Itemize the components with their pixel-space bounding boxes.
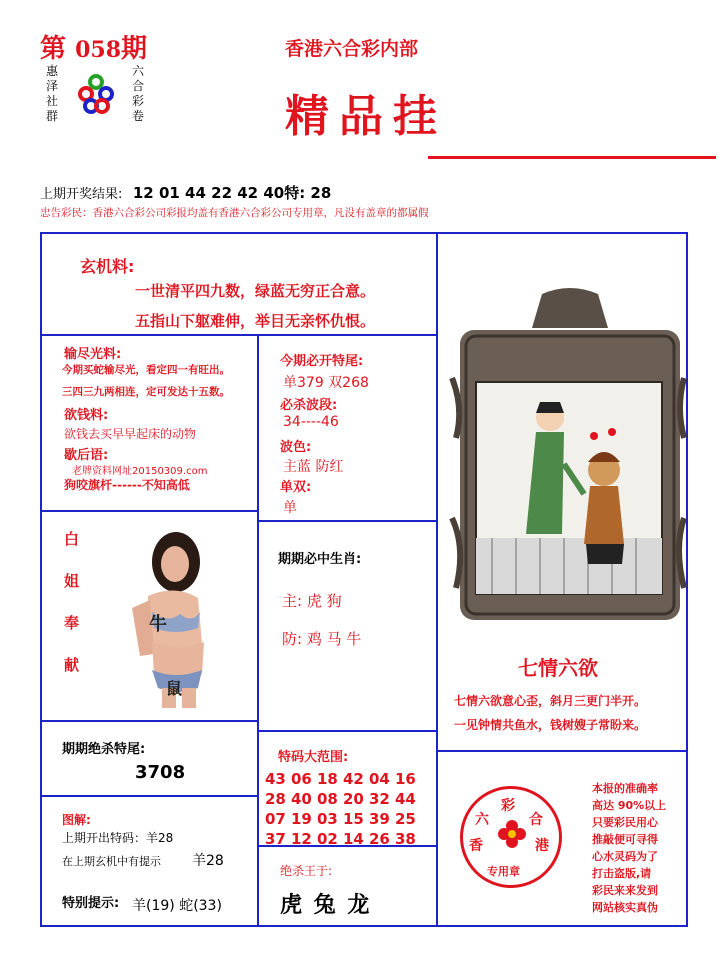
- wave-color-label: 波色:: [280, 440, 312, 455]
- issue-suffix: 期: [121, 34, 148, 64]
- tail-value: 3708: [135, 762, 186, 783]
- divider-xuanji: [40, 334, 438, 336]
- issue-number: 058: [75, 37, 122, 63]
- notice-line: 高达 90%以上: [592, 799, 667, 812]
- title-underline: [428, 156, 716, 159]
- diagram-line-1: 上期开出特码：羊28: [62, 831, 174, 845]
- lottery-logo: [78, 74, 114, 114]
- money-label: 欲钱料:: [64, 408, 109, 423]
- must-tail-value: 单379 双268: [283, 375, 369, 391]
- special-tip-value: 羊(19) 蛇(33): [132, 898, 222, 914]
- divider-center-1: [257, 520, 438, 522]
- range-cell: 12: [291, 830, 312, 848]
- wave-color-value: 主蓝 防红: [283, 459, 344, 475]
- range-row-3: [265, 809, 415, 829]
- notice-line: 心水灵码为了: [592, 850, 658, 863]
- kill-band-label: 必杀波段:: [280, 398, 338, 413]
- range-cell: 02: [317, 830, 338, 848]
- xuanji-label: 玄机料:: [80, 257, 135, 276]
- overlay-ox: 牛: [149, 614, 167, 635]
- odd-even-value: 单: [283, 500, 297, 516]
- emotion-line-1: 七情六欲意心歪，斜月三更门半开。: [454, 694, 647, 708]
- saying-line: 狗咬旗杆------不知高低: [64, 478, 190, 492]
- range-cell: 06: [291, 770, 312, 788]
- bai-char-4: 献: [64, 656, 80, 674]
- king-label: 绝杀王于:: [280, 864, 333, 878]
- last-result-label: 上期开奖结果:: [40, 187, 123, 202]
- bai-char-1: 白: [64, 530, 80, 548]
- overlay-rat: 鼠: [166, 679, 183, 698]
- last-result-numbers: 12 01 44 22 42 40特: 28: [132, 184, 332, 202]
- emotion-line-2: 一见钟情共鱼水，钱树嫂子常盼来。: [454, 718, 647, 732]
- range-row-1: [265, 769, 415, 789]
- saying-label: 歇后语:: [64, 448, 109, 463]
- issue-label: [40, 28, 147, 65]
- range-row-2: [265, 789, 415, 809]
- accuracy-notice: [592, 780, 666, 916]
- divider-center-2: [257, 730, 438, 732]
- website-line: 老牌资料网址20150309.com: [72, 466, 208, 477]
- divider-right-column: [436, 232, 438, 927]
- notice-line: 推敲便可寻得: [592, 833, 658, 846]
- king-value: 虎 兔 龙: [280, 893, 372, 918]
- seal-char-3: 港: [535, 838, 549, 854]
- range-cell: 37: [265, 830, 286, 848]
- range-cell: 42: [343, 770, 364, 788]
- tail-label: 期期绝杀特尾:: [62, 742, 146, 757]
- divider-left-2: [40, 720, 258, 722]
- notice-line: 本报的准确率: [592, 782, 658, 795]
- divider-center-column: [257, 334, 259, 927]
- range-cell: 40: [291, 790, 312, 808]
- notice-line: 彩民来来发到: [592, 884, 658, 897]
- seal-char-2: 合: [529, 812, 543, 828]
- range-cell: 07: [265, 810, 286, 828]
- diagram-line-2-value: 羊28: [192, 853, 224, 869]
- zodiac-guard: 防: 鸡 马 牛: [282, 630, 362, 648]
- range-label: 特码大范围:: [278, 750, 349, 765]
- seal-flower-icon: [497, 819, 527, 849]
- range-cell: 44: [395, 790, 416, 808]
- range-grid: [265, 769, 415, 849]
- special-tip-label: 特别提示:: [62, 896, 120, 911]
- seal-char-4: 专用章: [487, 865, 520, 878]
- loss-label: 输尽光料:: [64, 347, 122, 362]
- money-line: 欲钱去买早早起床的动物: [64, 427, 197, 441]
- range-cell: 38: [395, 830, 416, 848]
- range-cell: 04: [369, 770, 390, 788]
- range-cell: 16: [395, 770, 416, 788]
- seal-char-1: 彩: [501, 798, 515, 814]
- range-cell: 28: [265, 790, 286, 808]
- official-seal: [460, 786, 562, 888]
- seal-char-5: 香: [469, 838, 483, 854]
- must-tail-label: 今期必开特尾:: [280, 354, 364, 369]
- range-cell: 20: [343, 790, 364, 808]
- divider-left-1: [40, 510, 258, 512]
- range-cell: 26: [369, 830, 390, 848]
- header-left-vertical: 惠泽社群: [46, 64, 59, 123]
- range-row-4: [265, 829, 415, 849]
- bai-char-2: 姐: [64, 572, 80, 590]
- diagram-line-2: 在上期玄机中有提示: [62, 855, 161, 868]
- range-cell: 43: [265, 770, 286, 788]
- range-cell: 19: [291, 810, 312, 828]
- zodiac-main: 主: 虎 狗: [282, 592, 342, 610]
- warning-text: 忠告彩民：香港六合彩公司彩报均盖有香港六合彩公司专用章，凡没有盖章的都属假: [40, 207, 429, 219]
- xuanji-line-2: 五指山下躯难伸，举目无亲怀仇恨。: [135, 312, 376, 330]
- loss-line-2: 三四三九两相连，定可发达十五数。: [62, 386, 230, 398]
- seal-char-6: 六: [475, 812, 489, 828]
- loss-line-1: 今期买蛇输尽光，看定四一有旺出。: [62, 364, 230, 376]
- header-right-vertical: 六合彩卷: [132, 64, 145, 123]
- divider-right-1: [436, 750, 688, 752]
- last-result: [40, 182, 331, 203]
- range-cell: 39: [369, 810, 390, 828]
- range-cell: 25: [395, 810, 416, 828]
- cartoon-frame: [452, 288, 688, 628]
- notice-line: 只要彩民用心: [592, 816, 658, 829]
- header-subtitle: 香港六合彩内部: [285, 38, 419, 60]
- range-cell: 18: [317, 770, 338, 788]
- range-cell: 15: [343, 810, 364, 828]
- page-title: 精品挂: [285, 91, 447, 142]
- notice-line: 打击盗版,请: [592, 867, 652, 880]
- range-cell: 14: [343, 830, 364, 848]
- xuanji-line-1: 一世清平四九数，绿蓝无穷正合意。: [135, 282, 376, 300]
- notice-line: 网站核实真伪: [592, 901, 658, 914]
- kill-band-value: 34----46: [283, 414, 339, 430]
- bai-char-3: 奉: [64, 614, 80, 632]
- range-cell: 08: [317, 790, 338, 808]
- issue-prefix: 第: [40, 34, 67, 64]
- odd-even-label: 单双:: [280, 480, 312, 495]
- emotion-title: 七情六欲: [518, 656, 598, 680]
- zodiac-label: 期期必中生肖:: [278, 552, 362, 567]
- divider-left-3: [40, 795, 258, 797]
- diagram-label: 图解:: [62, 813, 91, 827]
- range-cell: 03: [317, 810, 338, 828]
- range-cell: 32: [369, 790, 390, 808]
